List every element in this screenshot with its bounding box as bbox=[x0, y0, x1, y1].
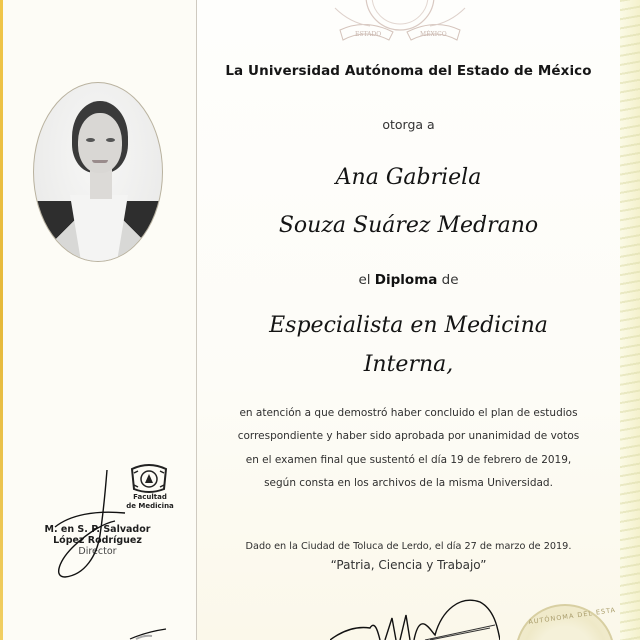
director-name-line2: López Rodríguez bbox=[53, 535, 142, 546]
director-name-line1: M. en S. P. Salvador bbox=[44, 524, 151, 535]
body-line: correspondiente y haber sido aprobada por unanimidad de votos bbox=[237, 430, 580, 443]
seal-bottom-text: AUTÓNOMA DEL ESTA bbox=[527, 605, 617, 627]
rector-signature bbox=[330, 590, 500, 640]
specialty-line-1: Especialista en Medicina bbox=[269, 313, 548, 338]
specialty-line-2: Interna, bbox=[363, 352, 454, 377]
recipient-first-names: Ana Gabriela bbox=[335, 165, 482, 190]
small-signature-mark bbox=[128, 628, 168, 640]
diploma-line bbox=[197, 272, 620, 288]
photo-eye-left bbox=[86, 138, 95, 142]
seal-banner-left: ESTADO bbox=[355, 31, 382, 38]
director-role: Director bbox=[78, 546, 117, 557]
photo-face bbox=[78, 113, 122, 173]
body-paragraph bbox=[197, 402, 620, 495]
seal-banner-right: MÉXICO bbox=[420, 31, 447, 38]
awards-to-text: otorga a bbox=[382, 117, 435, 132]
body-line: en el examen final que sustentó el día 19 de febrero de 2019, bbox=[245, 453, 572, 466]
photo-mouth bbox=[92, 160, 108, 163]
diploma-suffix: de bbox=[441, 272, 459, 288]
faculty-label-line2: de Medicina bbox=[126, 501, 174, 510]
diploma-body bbox=[197, 0, 620, 640]
diploma-prefix: el bbox=[358, 272, 371, 288]
diploma-word: Diploma bbox=[374, 272, 438, 288]
body-line: en atención a que demostró haber concluido el plan de estudios bbox=[239, 407, 578, 419]
photo-neck bbox=[90, 169, 112, 199]
director-signature bbox=[45, 465, 135, 585]
recipient-last-names: Souza Suárez Medrano bbox=[278, 213, 539, 238]
photo-eye-right bbox=[106, 138, 115, 142]
body-line: según consta en los archivos de la misma Universidad. bbox=[264, 476, 553, 489]
decorative-border bbox=[620, 0, 640, 640]
portrait-photo bbox=[33, 82, 163, 262]
given-at-line: Dado en la Ciudad de Toluca de Lerdo, el día 27 de marzo de 2019. bbox=[245, 541, 572, 552]
faculty-label-line1: Facultad bbox=[133, 493, 167, 501]
institution-name: La Universidad Autónoma del Estado de México bbox=[225, 63, 592, 79]
motto: “Patria, Ciencia y Trabajo” bbox=[330, 558, 487, 572]
